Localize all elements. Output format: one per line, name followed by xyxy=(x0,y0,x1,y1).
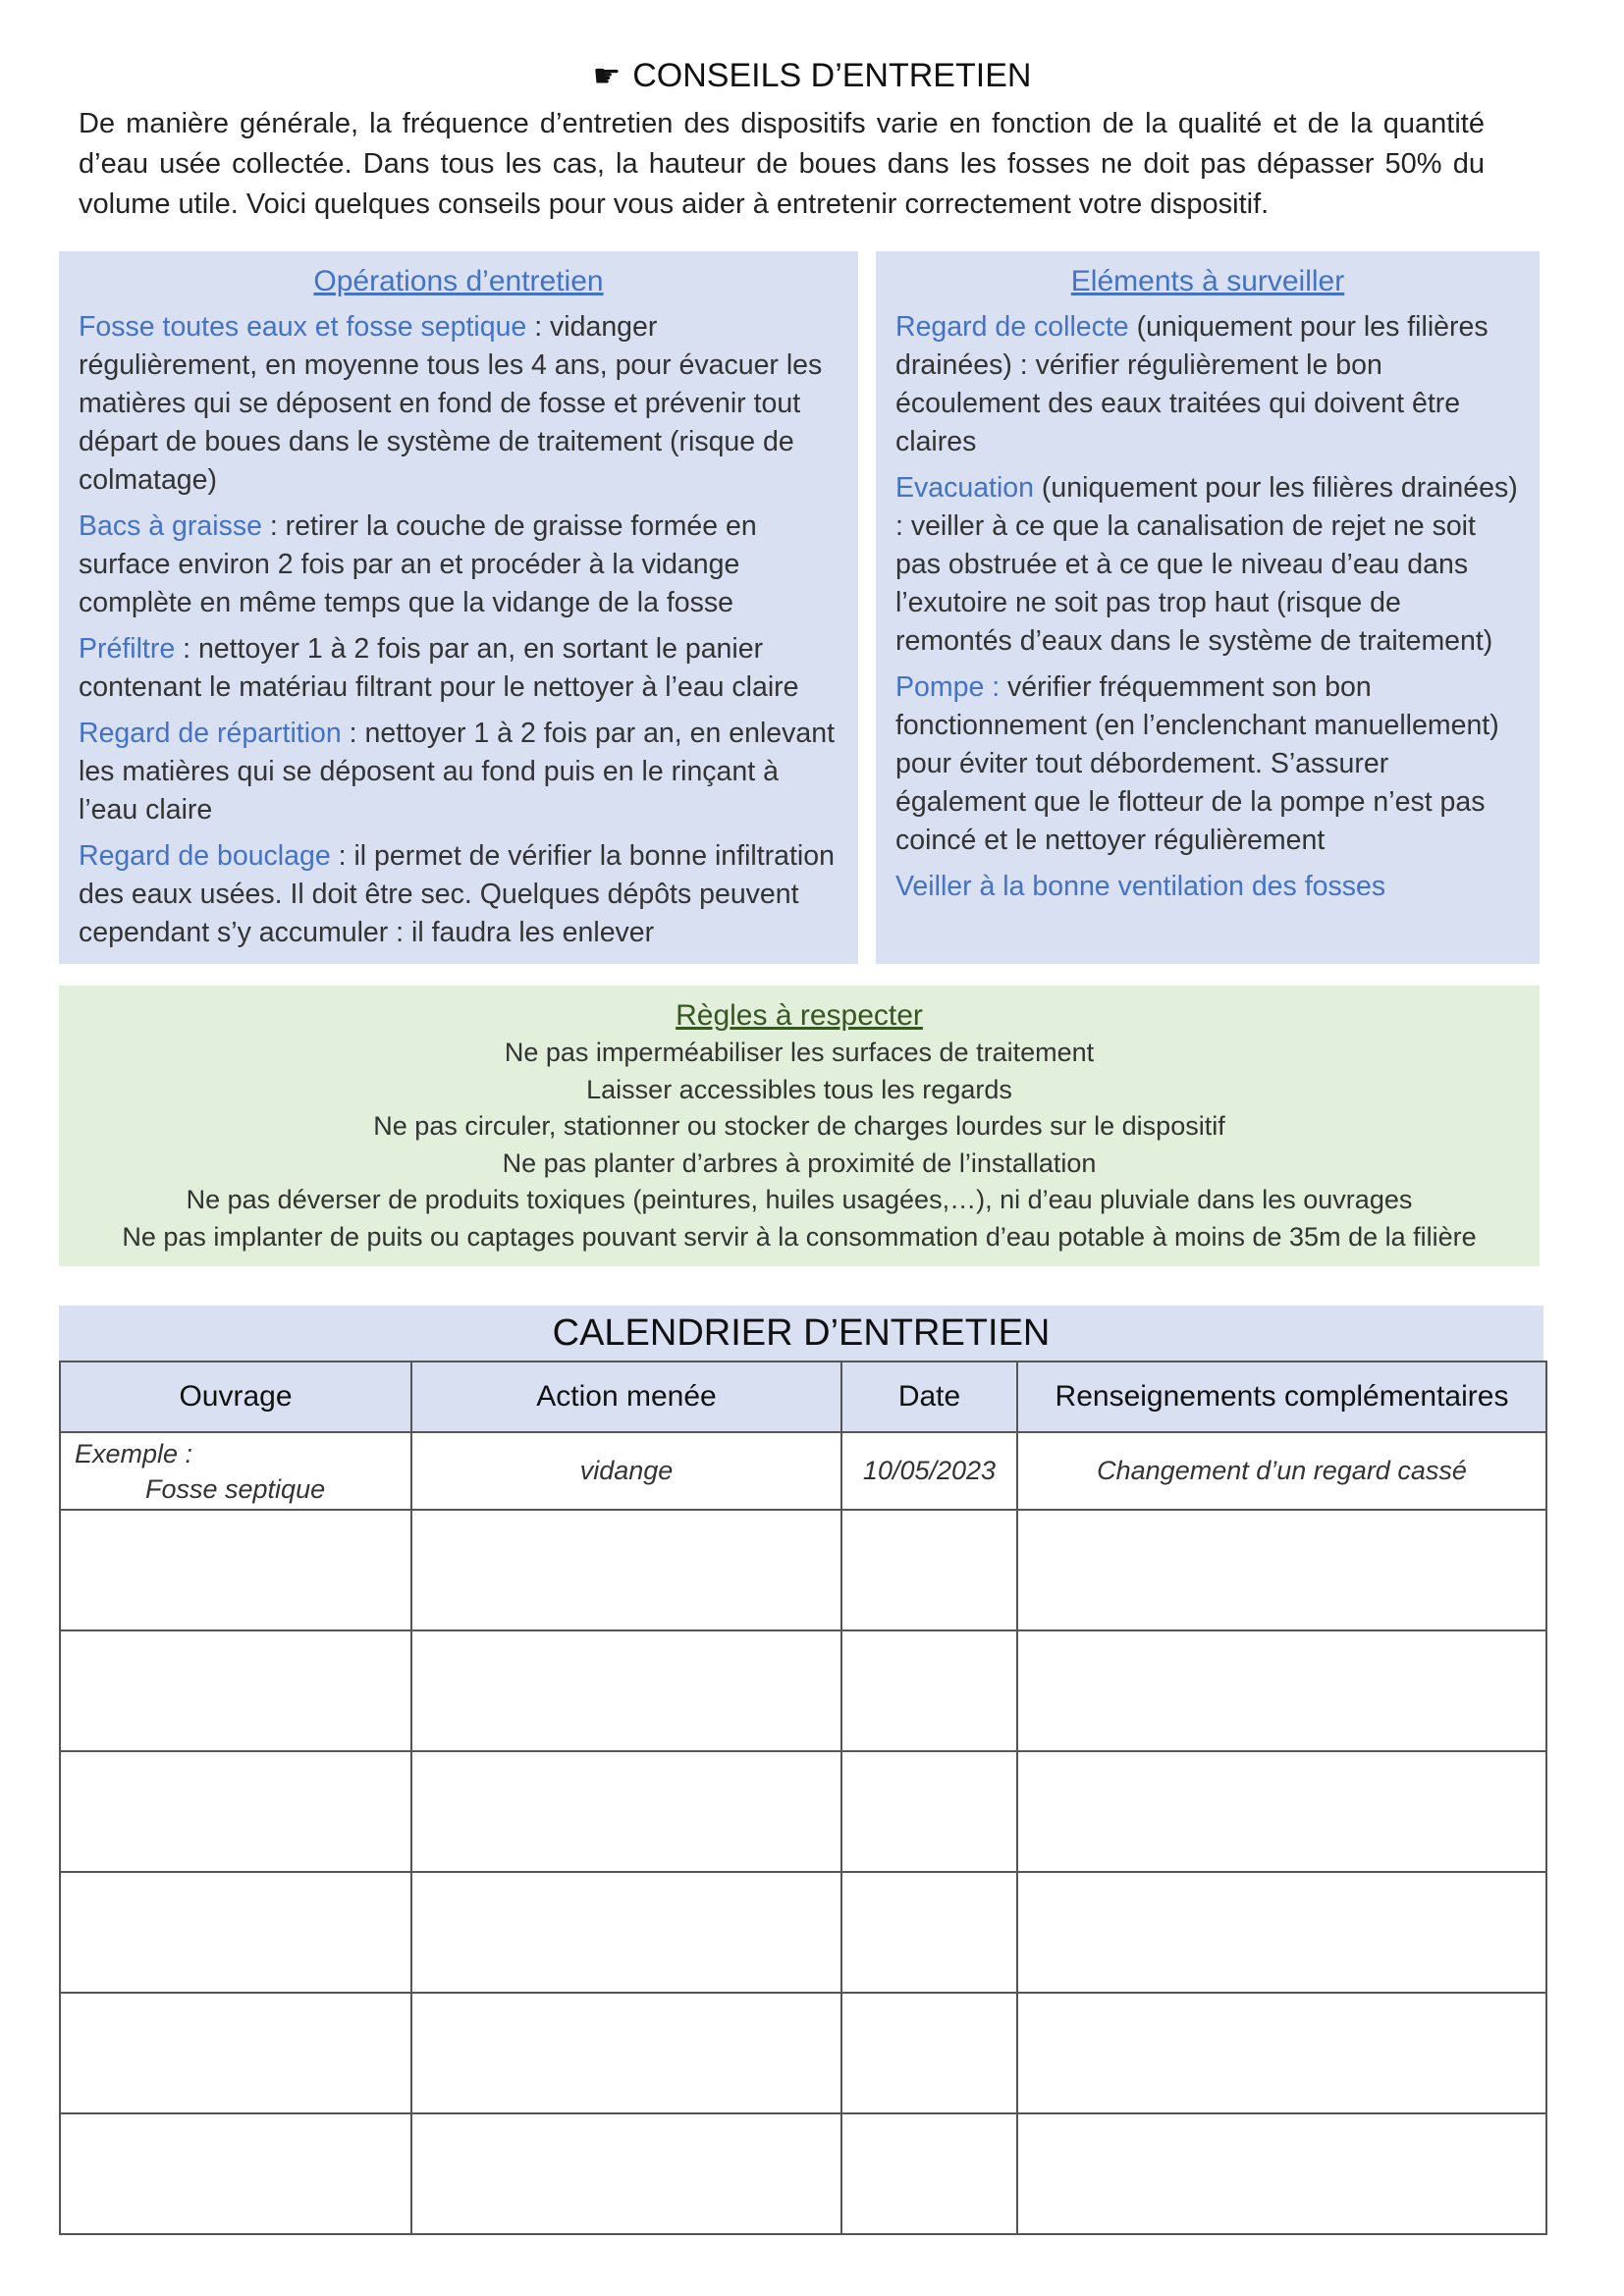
operation-text: : retirer la couche de graisse formée en surface environ 2 fois par an et procéder à la vidange complète en même temps que la vidange de la fosse xyxy=(79,510,757,618)
example-ouvrage: Fosse septique xyxy=(145,1473,326,1504)
operation-item xyxy=(79,715,839,829)
operation-item xyxy=(79,837,839,952)
surveillance-text: vérifier fréquemment son bon fonctionnement (en l’enclenchant manuellement) pour éviter tout débordement. S’assurer également que le flotteur de la pompe n’est pas coincé et le nettoyer régulièrement xyxy=(895,671,1499,856)
surveillance-panel xyxy=(876,251,1540,964)
table-cell[interactable] xyxy=(411,1993,841,2113)
table-header-row xyxy=(60,1362,1546,1432)
operations-title: Opérations d’entretien xyxy=(313,265,604,297)
table-cell[interactable] xyxy=(411,2113,841,2234)
table-cell[interactable] xyxy=(1017,1630,1546,1751)
rules-panel xyxy=(59,986,1540,1266)
operation-term: Bacs à graisse xyxy=(79,510,262,542)
example-ouvrage-cell[interactable] xyxy=(60,1432,411,1510)
table-cell[interactable] xyxy=(1017,1510,1546,1630)
table-row xyxy=(60,1751,1546,1872)
example-row xyxy=(60,1432,1546,1510)
rule-line: Ne pas circuler, stationner ou stocker de charges lourdes sur le dispositif xyxy=(373,1111,1225,1141)
table-cell[interactable] xyxy=(841,2113,1017,2234)
surveillance-term: Pompe : xyxy=(895,671,1001,703)
operation-term: Préfiltre xyxy=(79,633,176,665)
table-cell[interactable] xyxy=(841,1751,1017,1872)
surveillance-term: Regard de collecte xyxy=(895,311,1129,343)
table-cell[interactable] xyxy=(411,1751,841,1872)
intro-paragraph: De manière générale, la fréquence d’entretien des dispositifs varie en fonction de la qualité et de la quantité d’eau usée collectée. Dans tous les cas, la hauteur de boues dans les fosses ne doit pas dépasser 50% du volume utile. Voici quelques conseils pour vous aider à entretenir correctement votre dispositif. xyxy=(79,108,1485,220)
table-row xyxy=(60,1510,1546,1630)
operation-text: : vidanger régulièrement, en moyenne tous les 4 ans, pour évacuer les matières qui se déposent en fond de fosse et prévenir tout départ de boues dans le système de traitement (risque de colmatage) xyxy=(79,311,823,496)
operation-item xyxy=(79,507,839,622)
page-title: CONSEILS D’ENTRETIEN xyxy=(632,57,1032,94)
column-header-info: Renseignements complémentaires xyxy=(1017,1362,1546,1432)
page-title-line xyxy=(593,57,1032,94)
table-cell[interactable] xyxy=(1017,1993,1546,2113)
rules-title: Règles à respecter xyxy=(676,999,923,1032)
surveillance-item xyxy=(895,868,1520,906)
table-cell[interactable] xyxy=(1017,1872,1546,1993)
calendar-table xyxy=(59,1361,1547,2235)
table-cell[interactable] xyxy=(841,1630,1017,1751)
table-row xyxy=(60,1993,1546,2113)
table-row xyxy=(60,1872,1546,1993)
column-header-date: Date xyxy=(841,1362,1017,1432)
table-cell[interactable] xyxy=(60,2113,411,2234)
table-cell[interactable] xyxy=(841,1510,1017,1630)
table-cell[interactable] xyxy=(841,1993,1017,2113)
operation-text: : nettoyer 1 à 2 fois par an, en sortant le panier contenant le matériau filtrant pour le nettoyer à l’eau claire xyxy=(79,633,799,703)
surveillance-item xyxy=(895,469,1520,661)
surveillance-text: (uniquement pour les filières drainées) : veiller à ce que la canalisation de rejet ne soit pas obstruée et à ce que le niveau d’eau dans l’exutoire ne soit pas trop haut (risque de remontés d’eaux dans le système de traitement) xyxy=(895,472,1518,657)
surveillance-term: Evacuation xyxy=(895,472,1035,504)
table-cell[interactable] xyxy=(411,1510,841,1630)
table-cell[interactable] xyxy=(841,1872,1017,1993)
operations-panel xyxy=(59,251,858,964)
rule-line: Ne pas implanter de puits ou captages pouvant servir à la consommation d’eau potable à moins de 35m de la filière xyxy=(122,1221,1477,1252)
surveillance-item xyxy=(895,308,1520,461)
rule-line: Laisser accessibles tous les regards xyxy=(586,1074,1012,1104)
rule-line: Ne pas planter d’arbres à proximité de l’installation xyxy=(502,1148,1097,1178)
rule-line: Ne pas déverser de produits toxiques (peintures, huiles usagées,…), ni d’eau pluviale dans les ouvrages xyxy=(186,1185,1413,1214)
column-header-action: Action menée xyxy=(411,1362,841,1432)
table-cell[interactable] xyxy=(411,1872,841,1993)
table-cell[interactable] xyxy=(60,1751,411,1872)
operation-term: Regard de répartition xyxy=(79,718,342,749)
table-cell[interactable] xyxy=(60,1510,411,1630)
rule-line: Ne pas imperméabiliser les surfaces de traitement xyxy=(504,1038,1095,1067)
column-header-ouvrage: Ouvrage xyxy=(60,1362,411,1432)
table-cell[interactable] xyxy=(1017,2113,1546,2234)
pointing-hand-icon: ☛ xyxy=(592,58,622,93)
operation-text: : nettoyer 1 à 2 fois par an, en enlevant les matières qui se déposent au fond puis en le rinçant à l’eau claire xyxy=(79,718,835,826)
page-header xyxy=(0,57,1624,95)
table-cell[interactable] xyxy=(60,1630,411,1751)
surveillance-title: Eléments à surveiller xyxy=(1070,265,1345,297)
surveillance-term: Veiller à la bonne ventilation des fosses xyxy=(895,871,1386,902)
operation-item xyxy=(79,630,839,707)
table-cell[interactable] xyxy=(60,1872,411,1993)
example-action-cell[interactable]: vidange xyxy=(411,1432,841,1510)
table-row xyxy=(60,2113,1546,2234)
surveillance-item xyxy=(895,668,1520,860)
table-cell[interactable] xyxy=(411,1630,841,1751)
operation-term: Regard de bouclage xyxy=(79,840,331,872)
example-date-cell[interactable]: 10/05/2023 xyxy=(841,1432,1017,1510)
example-info-cell[interactable]: Changement d’un regard cassé xyxy=(1017,1432,1546,1510)
surveillance-text: (uniquement pour les filières drainées) : vérifier régulièrement le bon écoulement des eaux traitées qui doivent être claires xyxy=(895,311,1489,457)
table-cell[interactable] xyxy=(1017,1751,1546,1872)
table-cell[interactable] xyxy=(60,1993,411,2113)
operation-term: Fosse toutes eaux et fosse septique xyxy=(79,311,527,343)
table-row xyxy=(60,1630,1546,1751)
example-label: Exemple : xyxy=(75,1438,193,1468)
operation-item xyxy=(79,308,839,500)
calendar-title: CALENDRIER D’ENTRETIEN xyxy=(59,1306,1543,1361)
operation-text: : il permet de vérifier la bonne infiltration des eaux usées. Il doit être sec. Quelques dépôts peuvent cependant s’y accumuler : il faudra les enlever xyxy=(79,840,835,948)
